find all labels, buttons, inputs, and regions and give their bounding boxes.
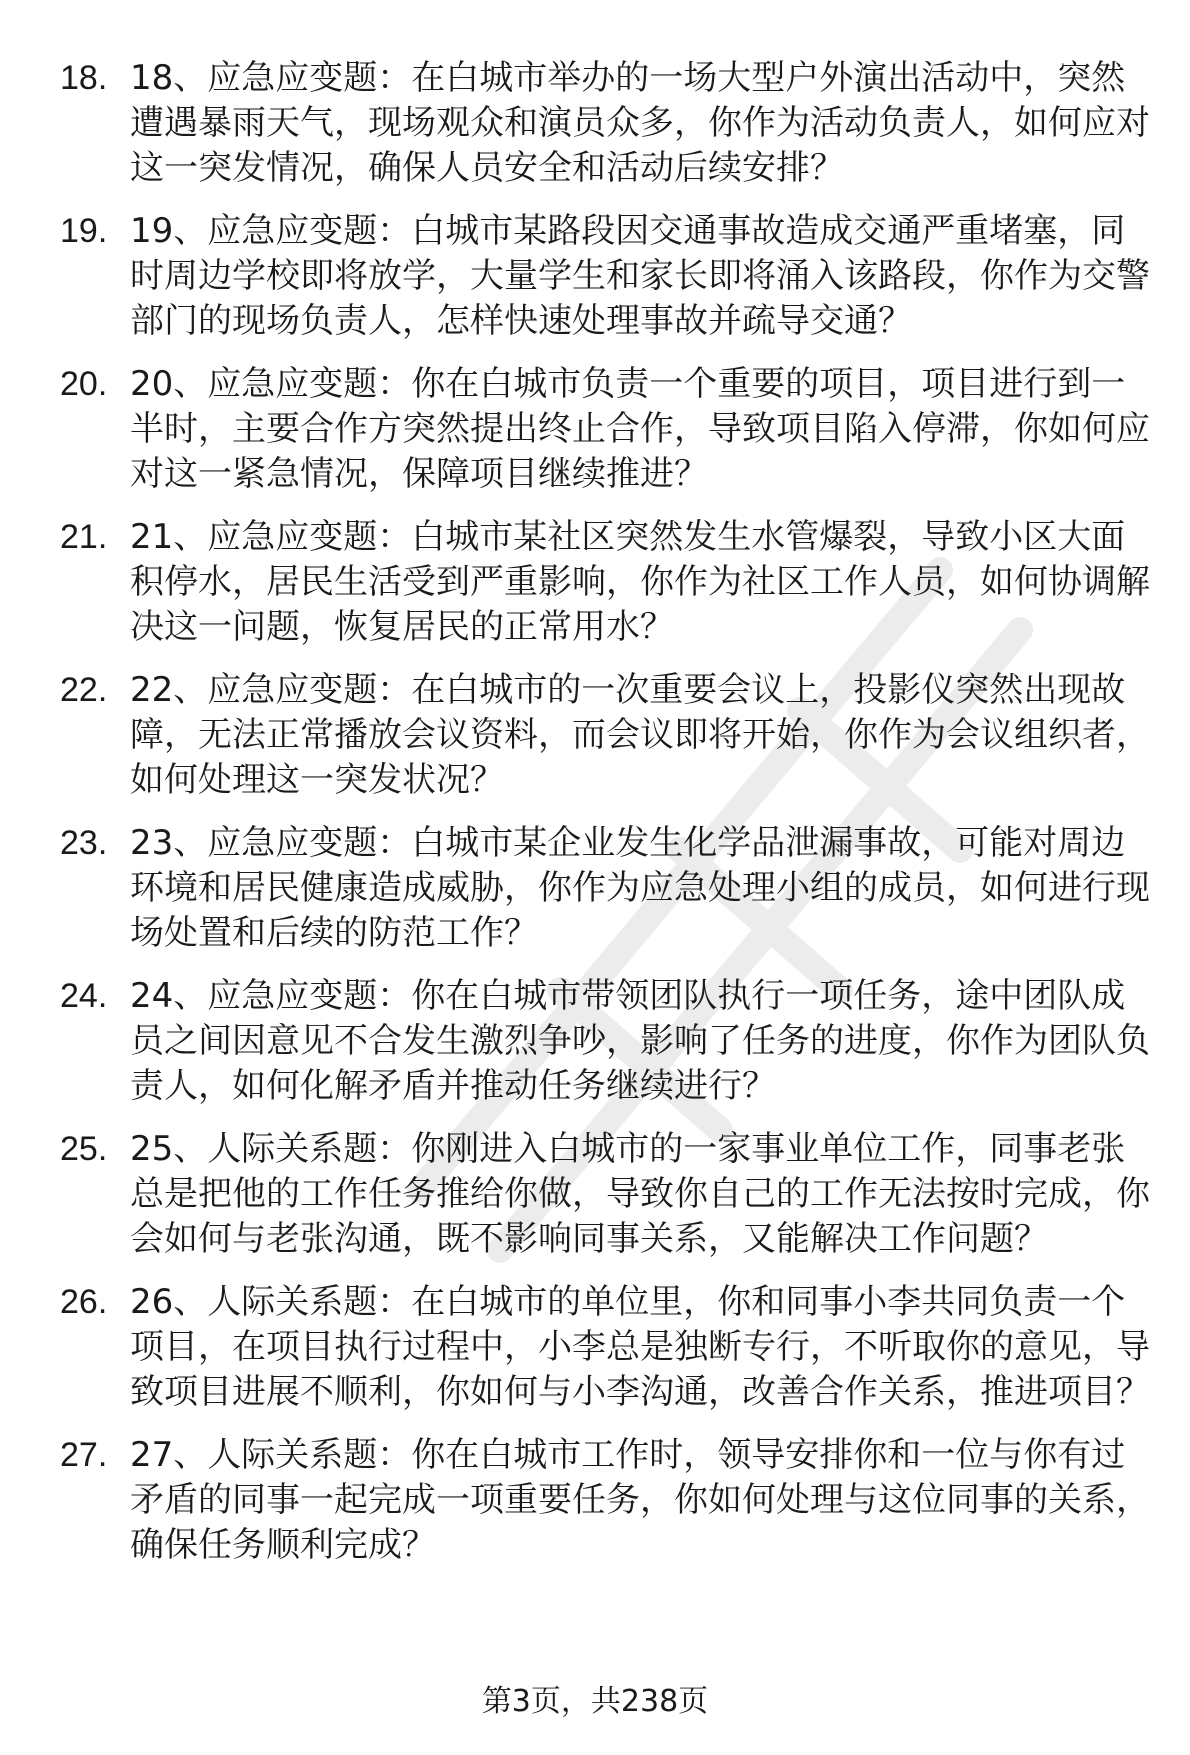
question-item	[60, 56, 1150, 191]
question-number: 23.	[60, 824, 108, 862]
question-item	[60, 515, 1150, 650]
question-text: 24、应急应变题：你在白城市带领团队执行一项任务，途中团队成员之间因意见不合发生激烈争吵，影响了任务的进度，你作为团队负责人，如何化解矛盾并推动任务继续进行？	[130, 976, 1150, 1106]
question-number: 22.	[60, 671, 108, 709]
question-text: 27、人际关系题：你在白城市工作时，领导安排你和一位与你有过矛盾的同事一起完成一项重要任务，你如何处理与这位同事的关系，确保任务顺利完成？	[130, 1435, 1150, 1565]
question-item	[60, 1433, 1150, 1568]
question-number: 19.	[60, 212, 108, 250]
question-text: 21、应急应变题：白城市某社区突然发生水管爆裂，导致小区大面积停水，居民生活受到严重影响，你作为社区工作人员，如何协调解决这一问题，恢复居民的正常用水？	[130, 517, 1150, 647]
page-footer: 第3页，共238页	[481, 1684, 709, 1719]
question-text: 22、应急应变题：在白城市的一次重要会议上，投影仪突然出现故障，无法正常播放会议资料，而会议即将开始，你作为会议组织者，如何处理这一突发状况？	[130, 670, 1150, 800]
question-item	[60, 1280, 1150, 1415]
question-number: 21.	[60, 518, 108, 556]
question-item	[60, 1127, 1150, 1262]
question-list	[60, 56, 1150, 1586]
question-text: 20、应急应变题：你在白城市负责一个重要的项目，项目进行到一半时，主要合作方突然提出终止合作，导致项目陷入停滞，你如何应对这一紧急情况，保障项目继续推进？	[130, 364, 1150, 494]
question-number: 25.	[60, 1130, 108, 1168]
question-item	[60, 668, 1150, 803]
question-number: 20.	[60, 365, 108, 403]
question-item	[60, 821, 1150, 956]
question-item	[60, 362, 1150, 497]
question-item	[60, 974, 1150, 1109]
question-text: 18、应急应变题：在白城市举办的一场大型户外演出活动中，突然遭遇暴雨天气，现场观众和演员众多，你作为活动负责人，如何应对这一突发情况，确保人员安全和活动后续安排？	[130, 58, 1150, 188]
question-number: 26.	[60, 1283, 108, 1321]
question-number: 27.	[60, 1436, 108, 1474]
question-text: 25、人际关系题：你刚进入白城市的一家事业单位工作，同事老张总是把他的工作任务推给你做，导致你自己的工作无法按时完成，你会如何与老张沟通，既不影响同事关系，又能解决工作问题？	[130, 1129, 1150, 1259]
question-text: 19、应急应变题：白城市某路段因交通事故造成交通严重堵塞，同时周边学校即将放学，大量学生和家长即将涌入该路段，你作为交警部门的现场负责人，怎样快速处理事故并疏导交通？	[130, 211, 1150, 341]
question-number: 18.	[60, 59, 108, 97]
question-number: 24.	[60, 977, 108, 1015]
question-item	[60, 209, 1150, 344]
question-text: 26、人际关系题：在白城市的单位里，你和同事小李共同负责一个项目，在项目执行过程中，小李总是独断专行，不听取你的意见，导致项目进展不顺利，你如何与小李沟通，改善合作关系，推进项目？	[130, 1282, 1150, 1412]
question-text: 23、应急应变题：白城市某企业发生化学品泄漏事故，可能对周边环境和居民健康造成威胁，你作为应急处理小组的成员，如何进行现场处置和后续的防范工作？	[130, 823, 1150, 953]
